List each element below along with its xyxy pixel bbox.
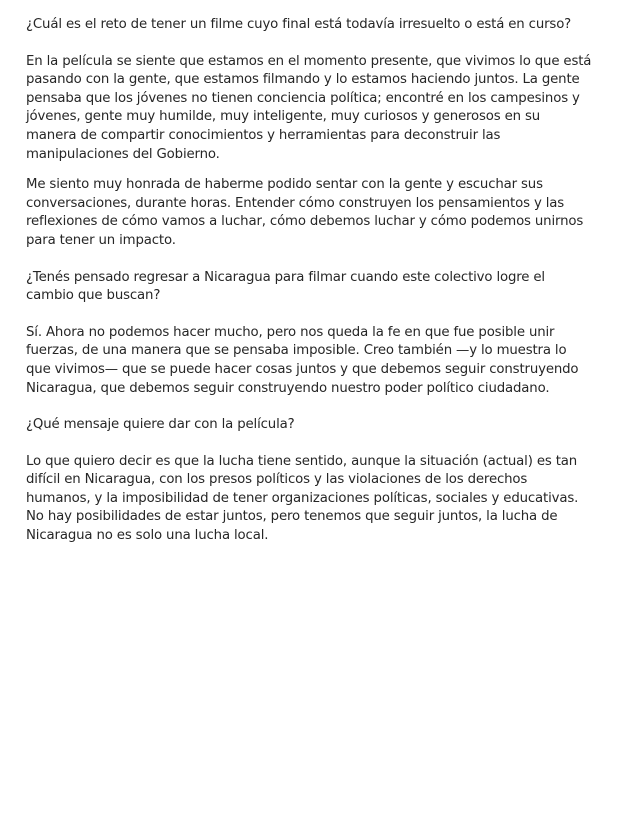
question-paragraph: ¿Cuál es el reto de tener un filme cuyo final está todavía irresuelto o está en curso? [26,17,572,32]
question-paragraph: ¿Tenés pensado regresar a Nicaragua para filmar cuando este colectivo logre el cambio que buscan? [26,269,545,304]
answer-paragraph: Me siento muy honrada de haberme podido sentar con la gente y escuchar sus conversaciones, durante horas. Entender cómo construyen los pensamientos y las reflexiones de cómo vamos a luchar, cómo debemos luchar y cómo podemos unirnos para tener un impacto. [26,177,584,248]
article-body [26,16,592,564]
answer-paragraph: Sí. Ahora no podemos hacer mucho, pero nos queda la fe en que fue posible unir fuerzas, de una manera que se pensaba imposible. Creo también —y lo muestra lo que vivimos— que se puede hacer cosas juntos y que debemos seguir construyendo Nicaragua, que debemos seguir construyendo nuestro poder político ciudadano. [26,324,579,396]
answer-paragraph: Lo que quiero decir es que la lucha tiene sentido, aunque la situación (actual) es tan difícil en Nicaragua, con los presos políticos y las violaciones de los derechos humanos, y la imposibilidad de tener organizaciones políticas, sociales y educativas. No hay posibilidades de estar juntos, pero tenemos que seguir juntos, la lucha de Nicaragua no es solo una lucha local. [26,453,579,544]
question-paragraph: ¿Qué mensaje quiere dar con la película? [26,417,295,433]
answer-paragraph: En la película se siente que estamos en el momento presente, que vivimos lo que está pasando con la gente, que estamos filmando y lo estamos haciendo juntos. La gente pensaba que los jóvenes no tienen conciencia política; encontré en los campesinos y jóvenes, gente muy humilde, muy inteligente, muy curiosos y generosos en su manera de compartir conocimientos y herramientas para deconstruir las manipulaciones del Gobierno. [26,53,592,162]
